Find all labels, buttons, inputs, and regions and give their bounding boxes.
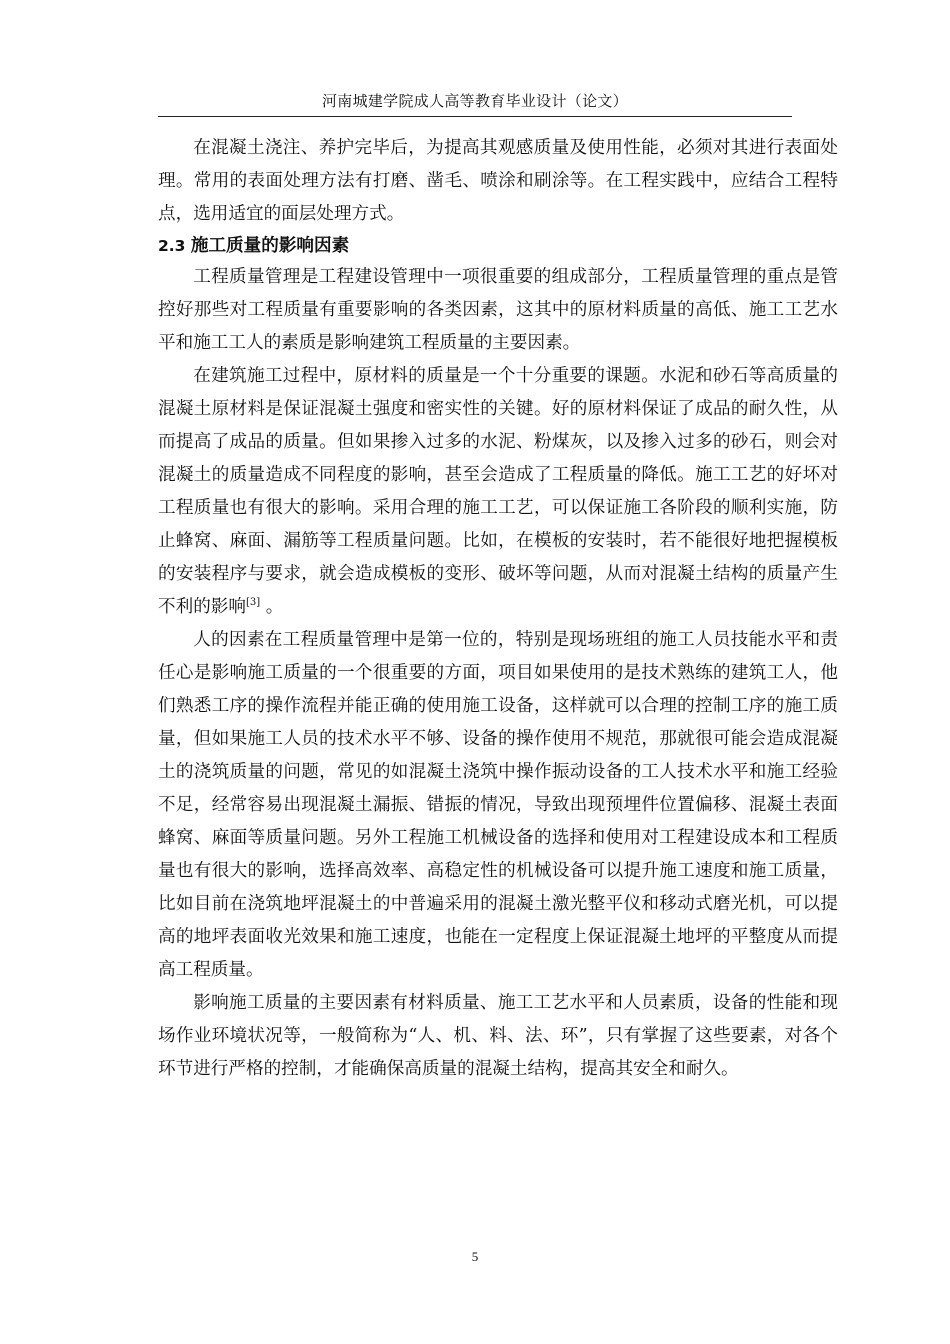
paragraph-quality-management: 工程质量管理是工程建设管理中一项很重要的组成部分，工程质量管理的重点是管控好那些对工程质量有重要影响的各类因素，这其中的原材料质量的高低、施工工艺水平和施工工人的素质是影响建筑工程质量的主要因素。 [158,267,838,353]
document-body [158,132,838,1086]
paragraph-surface-treatment: 在混凝土浇注、养护完毕后，为提高其观感质量及使用性能，必须对其进行表面处理。常用的表面处理方法有打磨、凿毛、喷涂和刷涂等。在工程实践中，应结合工程特点，选用适宜的面层处理方式。 [158,138,838,224]
header-title: 河南城建学院成人高等教育毕业设计（论文） [321,92,628,110]
page-number: 5 [471,1249,479,1264]
section-number: 2.3 [158,237,191,255]
paragraph-materials-end: 。 [260,597,284,617]
paragraph-human-factors: 人的因素在工程质量管理中是第一位的，特别是现场班组的施工人员技能水平和责任心是影响施工质量的一个很重要的方面，项目如果使用的是技术熟练的建筑工人，他们熟悉工序的操作流程并能正确的使用施工设备，这样就可以合理的控制工序的施工质量，但如果施工人员的技术水平不够、设备的操作使用不规范，那就很可能会造成混凝土的浇筑质量的问题，常见的如混凝土浇筑中操作振动设备的工人技术水平和施工经验不足，经常容易出现混凝土漏振、错振的情况，导致出现预埋件位置偏移、混凝土表面蜂窝、麻面等质量问题。另外工程施工机械设备的选择和使用对工程建设成本和工程质量也有很大的影响，选择高效率、高稳定性的机械设备可以提升施工速度和施工质量，比如目前在浇筑地坪混凝土的中普遍采用的混凝土激光整平仪和移动式磨光机，可以提高的地坪表面收光效果和施工速度，也能在一定程度上保证混凝土地坪的平整度从而提高工程质量。 [158,630,838,980]
paragraph-materials [158,360,838,624]
paragraph-summary: 影响施工质量的主要因素有材料质量、施工工艺水平和人员素质，设备的性能和现场作业环境状况等，一般简称为“人、机、料、法、环”，只有掌握了这些要素，对各个环节进行严格的控制，才能确保高质量的混凝土结构，提高其安全和耐久。 [158,993,838,1079]
section-title: 施工质量的影响因素 [190,235,350,256]
citation-marker: [3] [245,597,261,609]
section-heading [158,231,838,261]
paragraph-materials-text: 在建筑施工过程中，原材料的质量是一个十分重要的课题。水泥和砂石等高质量的混凝土原材料是保证混凝土强度和密实性的关键。好的原材料保证了成品的耐久性，从而提高了成品的质量。但如果掺入过多的水泥、粉煤灰，以及掺入过多的砂石，则会对混凝土的质量造成不同程度的影响，甚至会造成了工程质量的降低。施工工艺的好坏对工程质量也有很大的影响。采用合理的施工工艺，可以保证施工各阶段的顺利实施，防止蜂窝、麻面、漏筋等工程质量问题。比如，在模板的安装时，若不能很好地把握模板的安装程序与要求，就会造成模板的变形、破坏等问题，从而对混凝土结构的质量产生不利的影响 [158,366,838,617]
page-header [158,88,792,117]
